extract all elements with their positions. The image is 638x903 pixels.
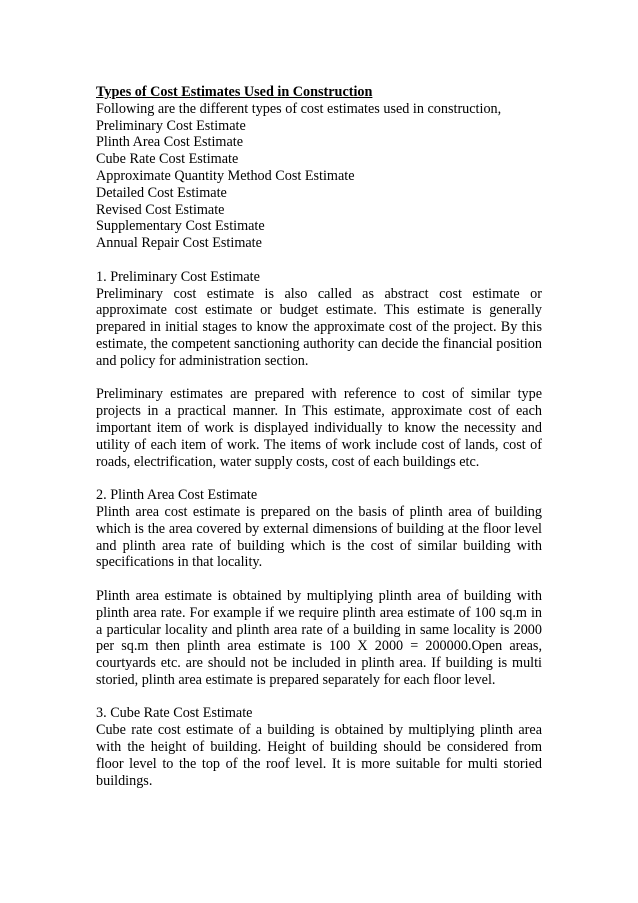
section-heading: 1. Preliminary Cost Estimate	[96, 268, 260, 285]
section-heading: 3. Cube Rate Cost Estimate	[96, 705, 253, 722]
section-paragraph: Cube rate cost estimate of a building is obtained by multiplying plinth area with the height of building. Height of building should be considered from floor level to the top of the roof level. It is more suitable for multi storied buildings.	[96, 722, 542, 789]
type-list-item: Cube Rate Cost Estimate	[96, 151, 239, 168]
document-page	[96, 84, 542, 789]
section-paragraph: Plinth area cost estimate is prepared on the basis of plinth area of building which is the area covered by external dimensions of building at the floor level and plinth area rate of building which is the cost of similar building with specifications in that locality.	[96, 503, 542, 571]
type-list-item: Plinth Area Cost Estimate	[96, 134, 243, 151]
type-list-item: Preliminary Cost Estimate	[96, 117, 246, 134]
type-list-item: Approximate Quantity Method Cost Estimate	[96, 167, 355, 184]
document-title: Types of Cost Estimates Used in Construction	[96, 84, 373, 100]
section-paragraph: Plinth area estimate is obtained by multiplying plinth area of building with plinth area rate. For example if we require plinth area estimate of 100 sq.m in a particular locality and plinth area rate of a building in same locality is 2000 per sq.m then plinth area estimate is 100 X 2000 = 200000.Open areas, courtyards etc. are should not be included in plinth area. If building is multi storied, plinth area estimate is prepared separately for each floor level.	[96, 587, 542, 688]
section-paragraph: Preliminary estimates are prepared with reference to cost of similar type projects in a practical manner. In This estimate, approximate cost of each important item of work is displayed individually to know the necessity and utility of each item of work. The items of work include cost of lands, cost of roads, electrification, water supply costs, cost of each buildings etc.	[96, 386, 542, 470]
section-paragraph: Preliminary cost estimate is also called as abstract cost estimate or approximate cost estimate or budget estimate. This estimate is generally prepared in initial stages to know the approximate cost of the project. By this estimate, the competent sanctioning authority can decide the financial position and policy for administration section.	[96, 285, 542, 369]
type-list-item: Detailed Cost Estimate	[96, 184, 227, 201]
intro-text: Following are the different types of cost estimates used in construction,	[96, 100, 502, 117]
type-list-item: Revised Cost Estimate	[96, 201, 225, 218]
type-list-item: Supplementary Cost Estimate	[96, 218, 265, 235]
section-heading: 2. Plinth Area Cost Estimate	[96, 487, 258, 504]
type-list-item: Annual Repair Cost Estimate	[96, 235, 262, 252]
